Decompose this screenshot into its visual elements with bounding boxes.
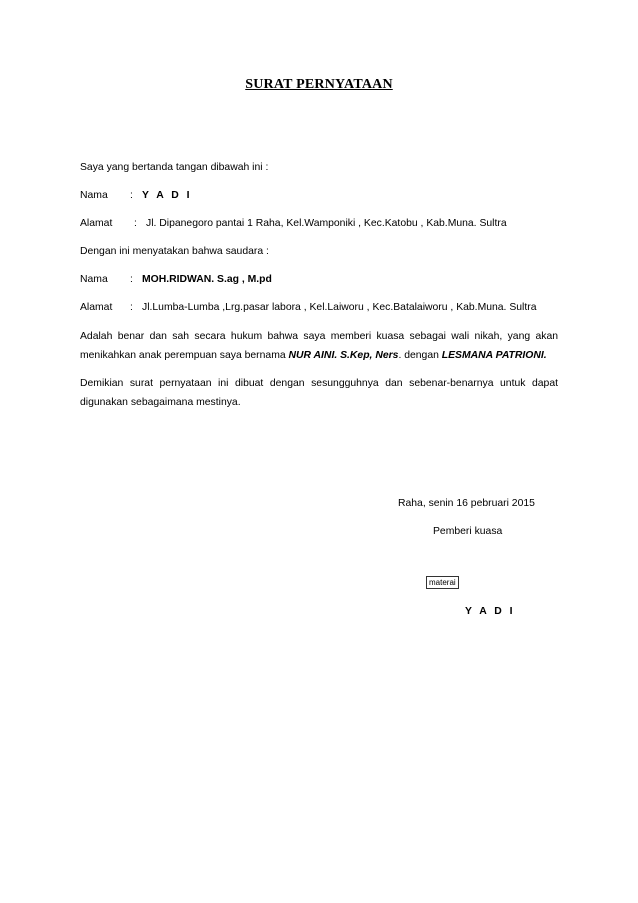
recipient-address-colon: : <box>130 302 133 313</box>
declare-intro-line: Dengan ini menyatakan bahwa saudara : <box>80 246 269 257</box>
recipient-address-value: Jl.Lumba-Lumba ,Lrg.pasar labora , Kel.Laiworu , Kec.Batalaiworu , Kab.Muna. Sultra <box>142 302 537 313</box>
signer-address-value: Jl. Dipanegoro pantai 1 Raha, Kel.Wamponiki , Kec.Katobu , Kab.Muna. Sultra <box>146 218 507 229</box>
intro-line: Saya yang bertanda tangan dibawah ini : <box>80 162 269 173</box>
stamp-placeholder: materai <box>426 576 459 589</box>
groom-name: LESMANA PATRIONI. <box>441 350 547 361</box>
signer-address-label: Alamat <box>80 218 113 229</box>
recipient-address-row <box>80 301 536 315</box>
document-title: SURAT PERNYATAAN <box>245 77 393 92</box>
signer-name-value: Y A D I <box>142 190 193 201</box>
closing-paragraph: Demikian surat pernyataan ini dibuat dengan sesungguhnya dan sebenar-benarnya untuk dapat digunakan sebagaimana mestinya. <box>80 378 558 408</box>
place-date: Raha, senin 16 pebruari 2015 <box>398 498 535 509</box>
authorization-paragraph <box>80 327 558 365</box>
signer-address-row <box>80 217 507 231</box>
signer-name-label: Nama <box>80 190 108 201</box>
signature-name: Y A D I <box>465 606 516 617</box>
signer-address-colon: : <box>134 218 137 229</box>
authorization-text-1: Adalah benar dan sah secara hukum bahwa saya memberi kuasa sebagai wali nikah, yang akan menikahkan anak perempuan saya bernama <box>80 331 558 361</box>
recipient-name-value: MOH.RIDWAN. S.ag , M.pd <box>142 274 272 285</box>
authorization-text-2: . dengan <box>398 350 442 361</box>
signer-name-row <box>80 189 192 203</box>
signer-role: Pemberi kuasa <box>433 526 503 537</box>
recipient-name-colon: : <box>130 274 133 285</box>
bride-name: NUR AINI. S.Kep, Ners <box>288 350 399 361</box>
recipient-name-row <box>80 273 272 287</box>
recipient-name-label: Nama <box>80 274 108 285</box>
recipient-address-label: Alamat <box>80 302 113 313</box>
signer-name-colon: : <box>130 190 133 201</box>
